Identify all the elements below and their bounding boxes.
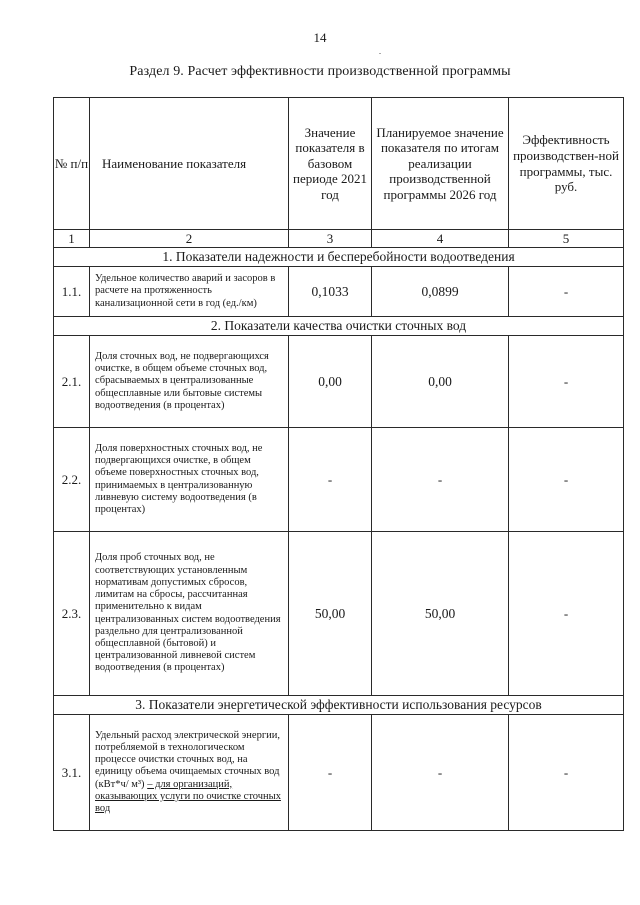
- row-efficiency: -: [509, 532, 624, 696]
- column-number: 5: [509, 230, 624, 248]
- row-indicator-name: Доля проб сточных вод, не соответствующих установленным нормативам допустимых сбросов, лимитам на сбросы, рассчитанная применительно к видам централизованных систем водоотведения раздельно для централизованной общесплавной (бытовой) и централизованной ливневой систем водоотведения (в процентах): [90, 532, 289, 696]
- row-planned-value: -: [372, 715, 509, 831]
- row-indicator-name: Доля поверхностных сточных вод, не подвергающихся очистке, в общем объеме поверхностных сточных вод, принимаемых в централизованную ливневую систему водоотведения (в процентах): [90, 428, 289, 532]
- section-title: Раздел 9. Расчет эффективности производственной программы: [129, 64, 511, 79]
- header-index: № п/п: [54, 98, 90, 230]
- header-efficiency: Эффективность производствен-ной программы, тыс. руб.: [509, 98, 624, 230]
- table-row: [54, 267, 624, 317]
- table-row: [54, 336, 624, 428]
- row-indicator-name: Доля сточных вод, не подвергающихся очистке, в общем объеме сточных вод, сбрасываемых в централизованные общесплавные или бытовые системы водоотведения (в процентах): [90, 336, 289, 428]
- section-heading: 2. Показатели качества очистки сточных вод: [54, 317, 624, 336]
- row-base-value: 0,1033: [289, 267, 372, 317]
- row-base-value: -: [289, 715, 372, 831]
- table-row: [54, 532, 624, 696]
- section-heading-row: [54, 317, 624, 336]
- stray-mark: .: [379, 47, 381, 56]
- row-efficiency: -: [509, 715, 624, 831]
- section-heading: 3. Показатели энергетической эффективности использования ресурсов: [54, 696, 624, 715]
- header-base-value: Значение показателя в базовом периоде 2021 год: [289, 98, 372, 230]
- row-indicator-name: [90, 715, 289, 831]
- row-index: 3.1.: [54, 715, 90, 831]
- header-name: Наименование показателя: [90, 98, 289, 230]
- row-planned-value: 0,0899: [372, 267, 509, 317]
- table-row: [54, 428, 624, 532]
- row-index: 1.1.: [54, 267, 90, 317]
- row-base-value: -: [289, 428, 372, 532]
- efficiency-table: [53, 97, 624, 831]
- row-indicator-name: Удельное количество аварий и засоров в расчете на протяженность канализационной сети в год (ед./км): [90, 267, 289, 317]
- row-planned-value: 0,00: [372, 336, 509, 428]
- column-number-row: [54, 230, 624, 248]
- row-index: 2.3.: [54, 532, 90, 696]
- column-number: 3: [289, 230, 372, 248]
- row-base-value: 50,00: [289, 532, 372, 696]
- page-number: 14: [313, 30, 327, 45]
- column-number: 4: [372, 230, 509, 248]
- section-heading: 1. Показатели надежности и бесперебойности водоотведения: [54, 248, 624, 267]
- row-efficiency: -: [509, 428, 624, 532]
- header-planned-value: Планируемое значение показателя по итогам реализации производственной программы 2026 год: [372, 98, 509, 230]
- table-row: [54, 715, 624, 831]
- column-number: 1: [54, 230, 90, 248]
- row-base-value: 0,00: [289, 336, 372, 428]
- section-heading-row: [54, 696, 624, 715]
- indicator-note: – для организаций, оказывающих услуги по очистке сточных вод: [95, 778, 281, 814]
- column-number: 2: [90, 230, 289, 248]
- indicator-text: Удельный расход электрической энергии, потребляемой в технологическом процессе очистки сточных вод, на единицу объема очищаемых сточных вод (кВт*ч/ м³): [95, 729, 281, 790]
- header-row: [54, 98, 624, 230]
- row-index: 2.1.: [54, 336, 90, 428]
- row-efficiency: -: [509, 336, 624, 428]
- row-efficiency: -: [509, 267, 624, 317]
- row-index: 2.2.: [54, 428, 90, 532]
- section-heading-row: [54, 248, 624, 267]
- row-planned-value: 50,00: [372, 532, 509, 696]
- row-planned-value: -: [372, 428, 509, 532]
